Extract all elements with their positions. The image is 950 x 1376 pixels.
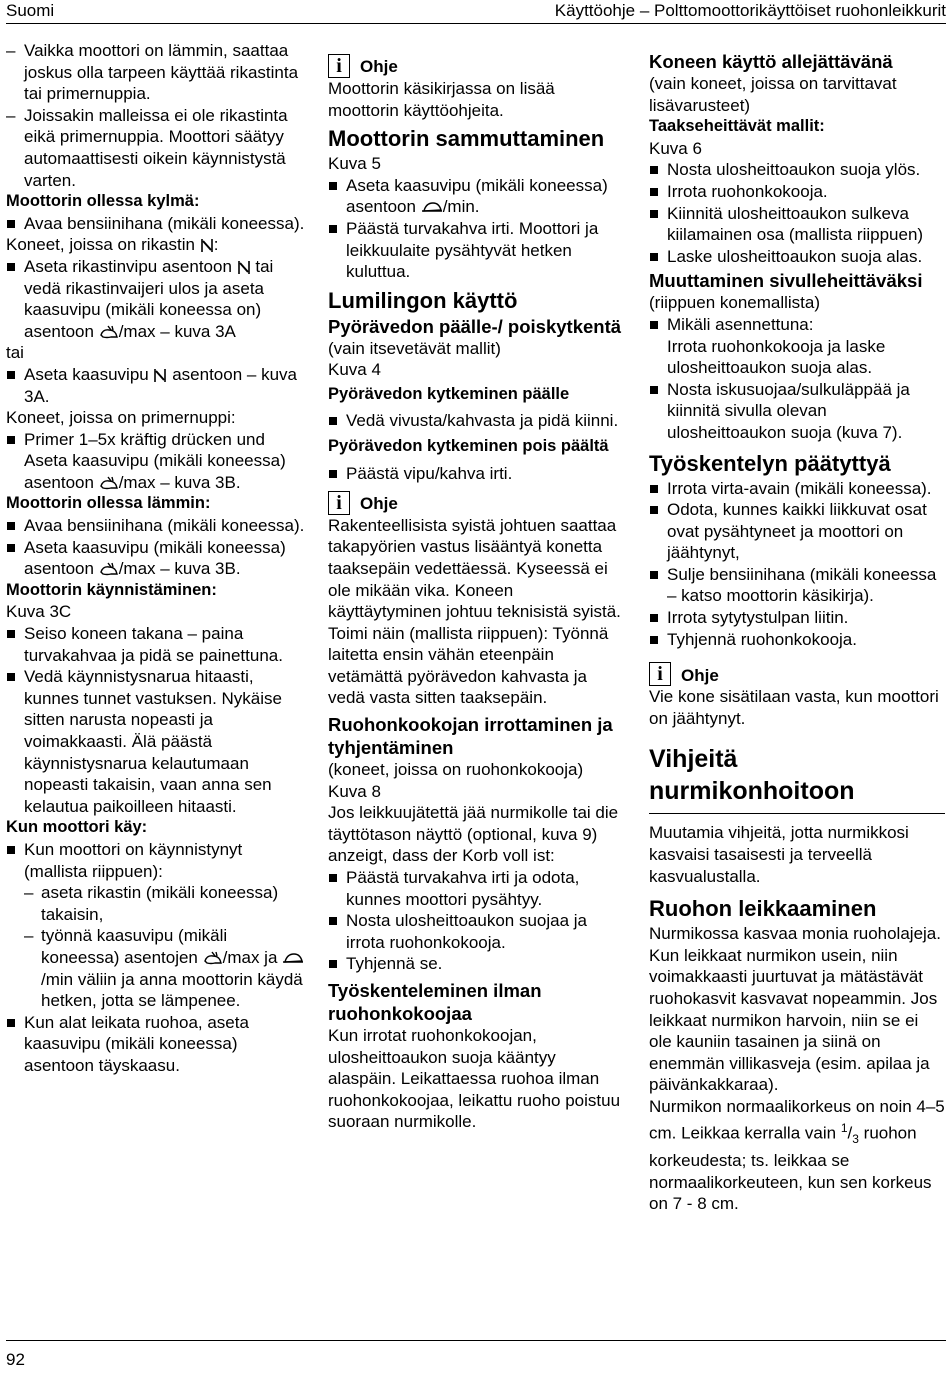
- bullet-item: Aseta kaasuvipu (mikäli koneessa) asentoon /min.: [328, 175, 628, 218]
- dash-item: – Joissakin malleissa ei ole rikastinta eikä primernuppia. Moottori säätyy automaattisesti oikein käynnistystä varten.: [6, 105, 306, 191]
- bullet-item: Laske ulosheittoaukon suoja alas.: [649, 246, 945, 268]
- subheading-rear: Taakseheittävät mallit:: [649, 117, 825, 136]
- side-note: (riippuen konemallista): [649, 293, 821, 313]
- column-1: [6, 40, 306, 1077]
- bullet-item: Irrota sytytystulpan liitin.: [649, 607, 945, 629]
- bullet-item: Kiinnitä ulosheittoaukon sulkeva kiilamainen osa (mallista riippuen): [649, 203, 945, 246]
- note-text: Toimi näin (mallista riippuen): Työnnä laitetta ensin vähän eteenpäin vetämättä pyörävedon kahvasta ja vedä vasta sitten taaksepäin.: [328, 623, 609, 708]
- bullet-item: Aseta kaasuvipu (mikäli koneessa) asentoon /max – kuva 3B.: [6, 537, 306, 580]
- bullet-item: Kun alat leikata ruohoa, aseta kaasuvipu (mikäli koneessa) asentoon täyskaasu.: [6, 1012, 306, 1077]
- tips-text: Muutamia vihjeitä, jotta nurmikkosi kasvaisi tasaisesti ja terveellä kasvualustalla.: [649, 823, 909, 886]
- bullet-item: Nosta ulosheittoaukon suojaa ja irrota ruohonkokooja.: [328, 910, 628, 953]
- note-text: Moottorin käsikirjassa on lisää moottorin käyttöohjeita.: [328, 79, 555, 120]
- bullet-item: Avaa bensiinihana (mikäli koneessa).: [6, 213, 306, 235]
- bullet-item: Päästä turvakahva irti. Moottori ja leikkuulaite pysähtyvät hetken kuluttua.: [328, 218, 628, 283]
- subheading-drive-on: Pyörävedon kytkeminen päälle: [328, 384, 570, 403]
- bullet-item: Tyhjennä se.: [328, 953, 628, 975]
- nobag-text: Kun irrotat ruohonkokoojan, ulosheittoaukon suoja kääntyy alaspäin. Leikattaessa ruohoa ilman ruohonkokoojaa, leikattu ruoho poistuu suoraan nurmikolle.: [328, 1026, 621, 1132]
- choke-intro: Koneet, joissa on rikastin :: [6, 235, 219, 255]
- bullet-item: Päästä vipu/kahva irti.: [328, 463, 628, 485]
- info-icon: i: [328, 491, 350, 515]
- heading-cut: Ruohon leikkaaminen: [649, 896, 877, 922]
- bullet-item: Mikäli asennettuna: Irrota ruohonkokooja ja laske ulosheittoaukon suoja alas.: [649, 314, 945, 379]
- footer-rule: [6, 1340, 946, 1341]
- bullet-item: Kun moottori on käynnistynyt (mallista riippuen):: [6, 839, 306, 882]
- note-header: i Ohje: [328, 491, 628, 515]
- heading-stop: Moottorin sammuttaminen: [328, 126, 605, 152]
- dash-item: – Vaikka moottori on lämmin, saattaa joskus olla tarpeen käyttää rikastinta tai primernuppia.: [6, 40, 306, 105]
- bullet-item: Vedä vivusta/kahvasta ja pidä kiinni.: [328, 410, 628, 432]
- bullet-item: Aseta rikastinvipu asentoon tai vedä rikastinvaijeri ulos ja aseta kaasuvipu (mikäli koneessa on) asentoon /max – kuva 3A: [6, 256, 306, 342]
- drive-note: (vain itsevetävät mallit): [328, 338, 501, 358]
- bag-note: (koneet, joissa on ruohonkokooja): [328, 760, 584, 780]
- cut-text: Nurmikossa kasvaa monia ruoholajeja. Kun leikkaat nurmikon usein, niin voimakkaasti juurtuvat ja mätästävät ruohokasvit kasvavat nopeammin. Jos leikkaat nurmikon harvoin, niin se ei ole kauniin tasainen ja siinä on enemmän villikasveja (esim. apilaa ja päivänkakkaraa).: [649, 924, 941, 1095]
- or-text: tai: [6, 343, 24, 363]
- hare-max-icon: [203, 951, 223, 966]
- dash-subitem: – työnnä kaasuvipu (mikäli koneessa) asentojen /max ja /min väliin ja anna moottorin käydä hetken, jotta se lämpenee.: [6, 925, 306, 1011]
- bullet-item: Tyhjennä ruohonkokooja.: [649, 629, 945, 651]
- subheading-cold: Moottorin ollessa kylmä:: [6, 192, 200, 211]
- column-3: [649, 50, 945, 1215]
- heading-tips: Vihjeitä nurmikonhoitoon: [649, 745, 855, 806]
- hare-max-icon: [99, 562, 119, 577]
- bullet-item: Vedä käynnistysnarua hitaasti, kunnes tunnet vastuksen. Nykäise sitten narusta nopeasti ja voimakkaasti. Älä päästä käynnistysnarua kelautumaan nopeasti takaisin, vaan anna sen kelautua paikoilleen hitaasti.: [6, 666, 306, 817]
- dash-subitem: – aseta rikastin (mikäli koneessa) takaisin,: [6, 882, 306, 925]
- bag-text: Jos leikkuujätettä jää nurmikolle tai die täyttötason näyttö (optional, kuva 9) anzeigt, dass der Korb voll ist:: [328, 803, 619, 866]
- header-language: Suomi: [6, 1, 55, 20]
- heading-nobag: Työskenteleminen ilman ruohonkokoojaa: [328, 980, 542, 1024]
- figure-ref: Kuva 8: [328, 781, 381, 801]
- subheading-start: Moottorin käynnistäminen:: [6, 580, 217, 599]
- page-number: 92: [6, 1350, 25, 1369]
- heading-after: Työskentelyn päätyttyä: [649, 450, 891, 476]
- leave-note: (vain koneet, joissa on tarvittavat lisävarusteet): [649, 74, 897, 115]
- figure-ref: Kuva 4: [328, 360, 381, 380]
- note-header: i Ohje: [328, 54, 628, 78]
- running-header: [6, 1, 946, 23]
- bullet-item: Nosta iskusuojaa/sulkuläppää ja kiinnitä sivulla olevan ulosheittoaukon suoja (kuva 7).: [649, 379, 945, 444]
- figure-ref: Kuva 5: [328, 154, 381, 174]
- section-rule: [649, 813, 945, 814]
- bullet-item: Avaa bensiinihana (mikäli koneessa).: [6, 515, 306, 537]
- header-rule: [6, 23, 946, 24]
- bullet-item: Seiso koneen takana – paina turvakahvaa ja pidä se painettuna.: [6, 623, 306, 666]
- figure-ref: Kuva 3C: [6, 602, 72, 622]
- cut-text: Nurmikon normaalikorkeus on noin 4–5 cm. Leikkaa kerralla vain $^1/_3$ ruohon korkeudesta; ts. leikkaa se normaalikorkeuteen, kun sen korkeus on 7 - 8 cm.: [649, 1096, 945, 1214]
- bullet-item: Nosta ulosheittoaukon suoja ylös.: [649, 159, 945, 181]
- choke-icon: [237, 260, 251, 275]
- heading-snow: Lumilingon käyttö: [328, 287, 518, 313]
- bullet-item: Aseta kaasuvipu asentoon – kuva 3A.: [6, 364, 306, 407]
- note-text: Vie kone sisätilaan vasta, kun moottori on jäähtynyt.: [649, 687, 939, 728]
- bullet-item: Primer 1–5x kräftig drücken und Aseta kaasuvipu (mikäli koneessa) asentoon /max – kuva 3B.: [6, 429, 306, 494]
- heading-bag: Ruohonkookojan irrottaminen ja tyhjentäminen: [328, 714, 613, 759]
- choke-icon: [200, 238, 214, 253]
- subheading-running: Kun moottori käy:: [6, 818, 148, 837]
- bullet-item: Odota, kunnes kaikki liikkuvat osat ovat pysähtyneet ja moottori on jäähtynyt,: [649, 499, 945, 564]
- note-header: i Ohje: [649, 662, 945, 686]
- turtle-min-icon: [282, 951, 304, 966]
- bullet-item: Sulje bensiinihana (mikäli koneessa – katso moottorin käsikirja).: [649, 564, 945, 607]
- figure-ref: Kuva 6: [649, 138, 702, 158]
- heading-leave: Koneen käyttö allejättävänä: [649, 51, 893, 72]
- hare-max-icon: [99, 325, 119, 340]
- subheading-warm: Moottorin ollessa lämmin:: [6, 494, 211, 513]
- bullet-item: Irrota virta-avain (mikäli koneessa).: [649, 478, 945, 500]
- choke-icon: [153, 368, 167, 383]
- hare-max-icon: [99, 476, 119, 491]
- note-text: Rakenteellisista syistä johtuen saattaa takapyörien vastus lisääntyä konetta taaksepäin vedettäessä. Kyseessä ei ole mikään vika. Koneen käyttäytyminen johtuu teknisistä syistä.: [328, 515, 621, 622]
- subheading-drive-off: Pyörävedon kytkeminen pois päältä: [328, 437, 609, 456]
- column-2: [328, 54, 628, 1133]
- turtle-min-icon: [421, 200, 443, 215]
- info-icon: i: [328, 54, 350, 78]
- heading-side: Muuttaminen sivulleheittäväksi: [649, 270, 923, 292]
- header-title: Käyttöohje – Polttomoottorikäyttöiset ruohonleikkurit: [554, 1, 946, 20]
- heading-drive: Pyörävedon päälle-/ poiskytkentä: [328, 315, 622, 337]
- info-icon: i: [649, 662, 671, 686]
- bullet-item: Irrota ruohonkokooja.: [649, 181, 945, 203]
- primer-intro: Koneet, joissa on primernuppi:: [6, 408, 236, 428]
- bullet-item: Päästä turvakahva irti ja odota, kunnes moottori pysähtyy.: [328, 867, 628, 910]
